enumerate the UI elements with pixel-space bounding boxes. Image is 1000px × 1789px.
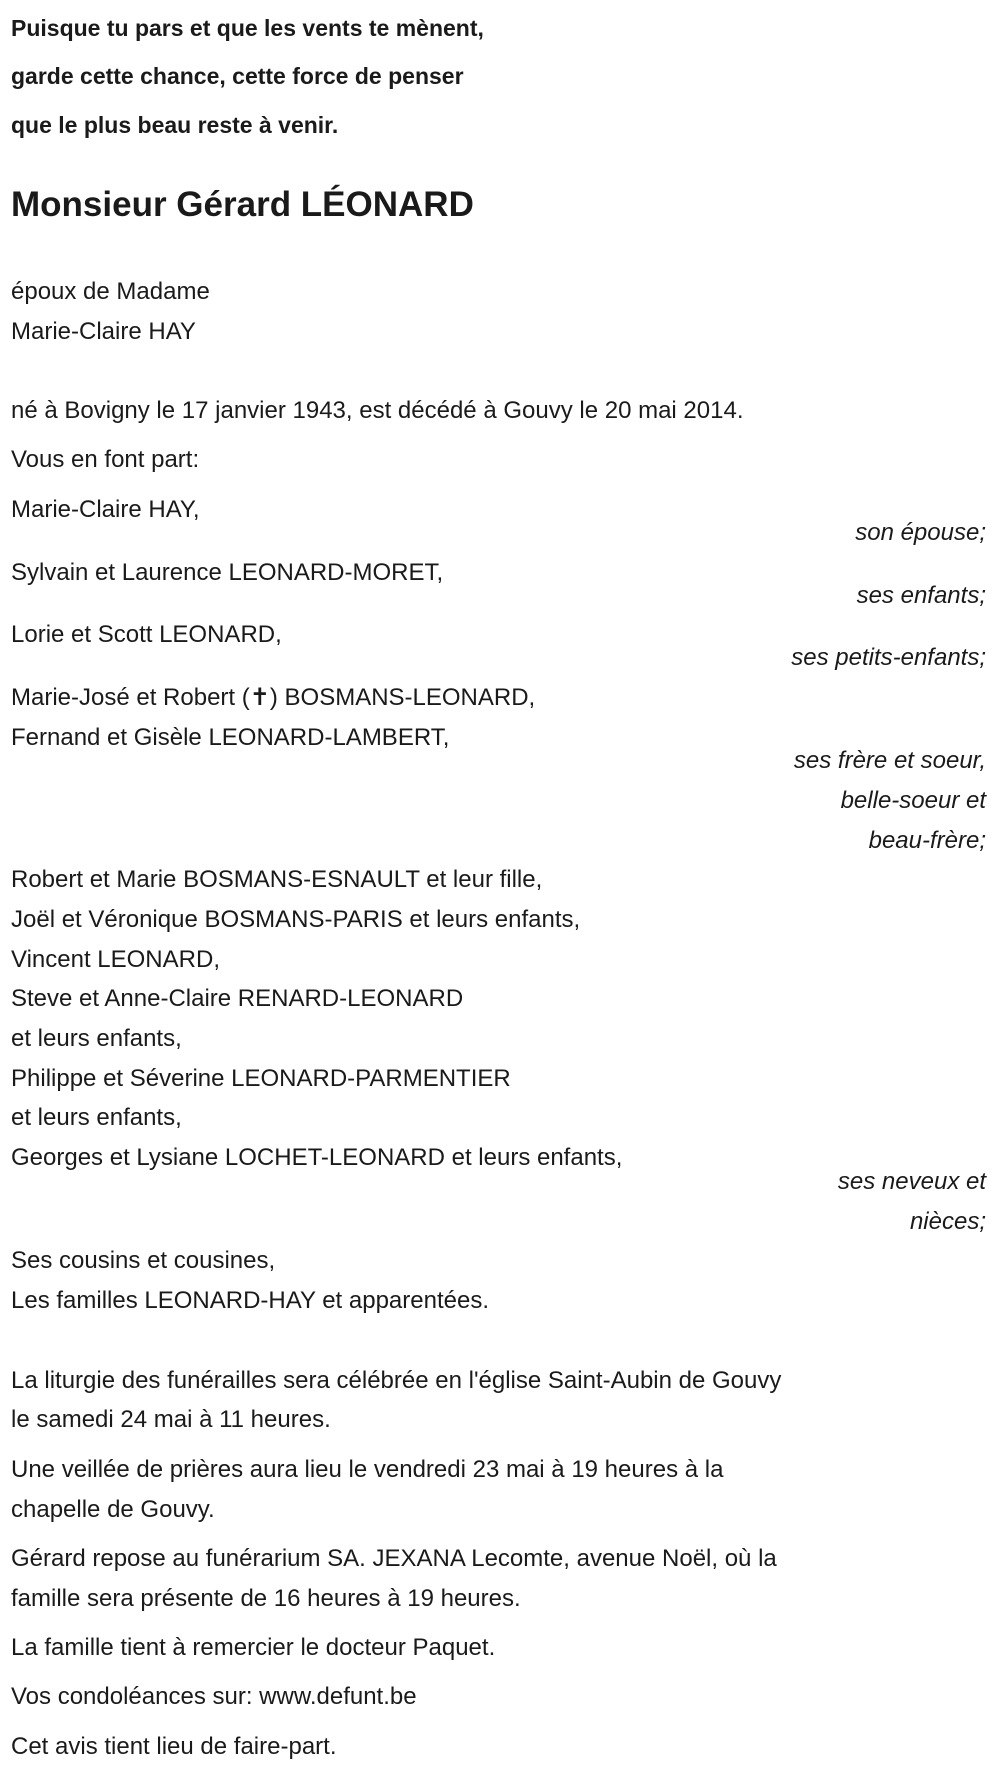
info-line: chapelle de Gouvy. (11, 1496, 215, 1523)
relation-label: ses enfants; (856, 582, 986, 609)
poem-line: garde cette chance, cette force de penser (11, 63, 464, 89)
page-title: Monsieur Gérard LÉONARD (11, 185, 474, 224)
family-sibling: Marie-José et Robert (✝) BOSMANS-LEONARD, (11, 684, 536, 711)
family-nephew: Georges et Lysiane LOCHET-LEONARD et leurs enfants, (11, 1144, 623, 1171)
family-sibling: Fernand et Gisèle LEONARD-LAMBERT, (11, 724, 450, 751)
family-children: Sylvain et Laurence LEONARD-MORET, (11, 559, 444, 586)
family-nephew: Steve et Anne-Claire RENARD-LEONARD (11, 985, 464, 1012)
info-line: Une veillée de prières aura lieu le vendredi 23 mai à 19 heures à la (11, 1456, 724, 1483)
relation-label: beau-frère; (868, 827, 986, 854)
announce: Vous en font part: (11, 446, 200, 473)
relation-label: belle-soeur et (840, 787, 986, 814)
info-line: Cet avis tient lieu de faire-part. (11, 1733, 337, 1760)
family-nephew: Philippe et Séverine LEONARD-PARMENTIER (11, 1065, 511, 1092)
relation-label: ses neveux et (837, 1168, 986, 1195)
relation-label: son épouse; (855, 519, 986, 546)
info-line: La famille tient à remercier le docteur Paquet. (11, 1634, 496, 1661)
family-wife: Marie-Claire HAY, (11, 496, 200, 523)
relation-label: ses frère et soeur, (793, 747, 986, 774)
family-nephew: Joël et Véronique BOSMANS-PARIS et leurs enfants, (11, 906, 581, 933)
family-other: Les familles LEONARD-HAY et apparentées. (11, 1287, 489, 1314)
family-other: Ses cousins et cousines, (11, 1247, 276, 1274)
poem-line: Puisque tu pars et que les vents te mènent, (11, 15, 484, 41)
info-line: le samedi 24 mai à 11 heures. (11, 1406, 331, 1433)
spouse-line: Marie-Claire HAY (11, 318, 196, 345)
condolences-line: Vos condoléances sur: www.defunt.be (11, 1683, 417, 1710)
family-grandchildren: Lorie et Scott LEONARD, (11, 621, 282, 648)
family-nephew: et leurs enfants, (11, 1025, 182, 1052)
info-line: famille sera présente de 16 heures à 19 heures. (11, 1585, 521, 1612)
relation-label: nièces; (909, 1208, 986, 1235)
relation-label: ses petits-enfants; (791, 644, 986, 671)
spouse-line: époux de Madame (11, 278, 210, 305)
poem-line: que le plus beau reste à venir. (11, 112, 339, 138)
birth-death: né à Bovigny le 17 janvier 1943, est décédé à Gouvy le 20 mai 2014. (11, 397, 744, 424)
family-nephew: Robert et Marie BOSMANS-ESNAULT et leur fille, (11, 866, 543, 893)
family-nephew: et leurs enfants, (11, 1104, 182, 1131)
info-line: La liturgie des funérailles sera célébrée en l'église Saint-Aubin de Gouvy (11, 1367, 782, 1394)
info-line: Gérard repose au funérarium SA. JEXANA Lecomte, avenue Noël, où la (11, 1545, 777, 1572)
family-nephew: Vincent LEONARD, (11, 946, 220, 973)
